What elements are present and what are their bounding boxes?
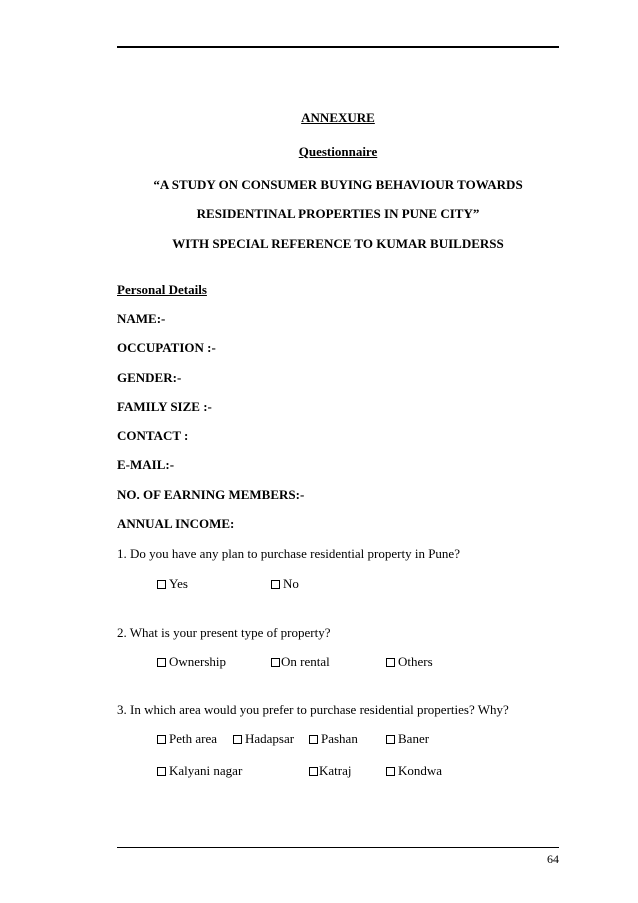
q2-option-others[interactable]: Others — [386, 654, 433, 670]
personal-details-heading: Personal Details — [117, 282, 207, 297]
checkbox-icon[interactable] — [309, 735, 318, 744]
checkbox-icon[interactable] — [386, 767, 395, 776]
field-name: NAME:- — [117, 311, 166, 326]
q2-option-ownership[interactable]: Ownership — [157, 654, 226, 670]
question-2-text: 2. What is your present type of property? — [117, 625, 331, 640]
field-annual-income: ANNUAL INCOME: — [117, 516, 235, 531]
q3-option-peth-area[interactable]: Peth area — [157, 731, 217, 747]
q1-option-yes[interactable]: Yes — [157, 576, 188, 592]
q3-option-pashan[interactable]: Pashan — [309, 731, 358, 747]
checkbox-icon[interactable] — [157, 767, 166, 776]
question-1-text: 1. Do you have any plan to purchase residential property in Pune? — [117, 546, 460, 561]
question-3-text: 3. In which area would you prefer to purchase residential properties? Why? — [117, 702, 509, 717]
q2-option-on-rental[interactable]: On rental — [271, 654, 330, 670]
header-rule — [117, 46, 559, 48]
field-contact: CONTACT : — [117, 428, 189, 443]
annexure-heading: ANNEXURE — [301, 110, 375, 125]
q1-option-no[interactable]: No — [271, 576, 299, 592]
checkbox-icon[interactable] — [271, 580, 280, 589]
q3-option-katraj[interactable]: Katraj — [309, 763, 351, 779]
field-earning-members: NO. OF EARNING MEMBERS:- — [117, 487, 305, 502]
checkbox-icon[interactable] — [157, 580, 166, 589]
checkbox-icon[interactable] — [157, 658, 166, 667]
checkbox-icon[interactable] — [157, 735, 166, 744]
checkbox-icon[interactable] — [386, 658, 395, 667]
page-number: 64 — [547, 852, 559, 866]
questionnaire-heading: Questionnaire — [298, 144, 378, 159]
study-title-line-2: RESIDENTINAL PROPERTIES IN PUNE CITY” — [196, 206, 480, 221]
checkbox-icon[interactable] — [309, 767, 318, 776]
field-occupation: OCCUPATION :- — [117, 340, 216, 355]
q3-option-kondwa[interactable]: Kondwa — [386, 763, 442, 779]
footer-rule — [117, 847, 559, 848]
checkbox-icon[interactable] — [271, 658, 280, 667]
field-family-size: FAMILY SIZE :- — [117, 399, 212, 414]
q3-option-baner[interactable]: Baner — [386, 731, 429, 747]
checkbox-icon[interactable] — [386, 735, 395, 744]
field-gender: GENDER:- — [117, 370, 182, 385]
study-title-line-3: WITH SPECIAL REFERENCE TO KUMAR BUILDERSS — [172, 236, 504, 251]
q3-option-kalyani-nagar[interactable]: Kalyani nagar — [157, 763, 242, 779]
q3-option-hadapsar[interactable]: Hadapsar — [233, 731, 294, 747]
checkbox-icon[interactable] — [233, 735, 242, 744]
field-email: E-MAIL:- — [117, 457, 175, 472]
study-title-line-1: “A STUDY ON CONSUMER BUYING BEHAVIOUR TOWARDS — [153, 177, 523, 192]
